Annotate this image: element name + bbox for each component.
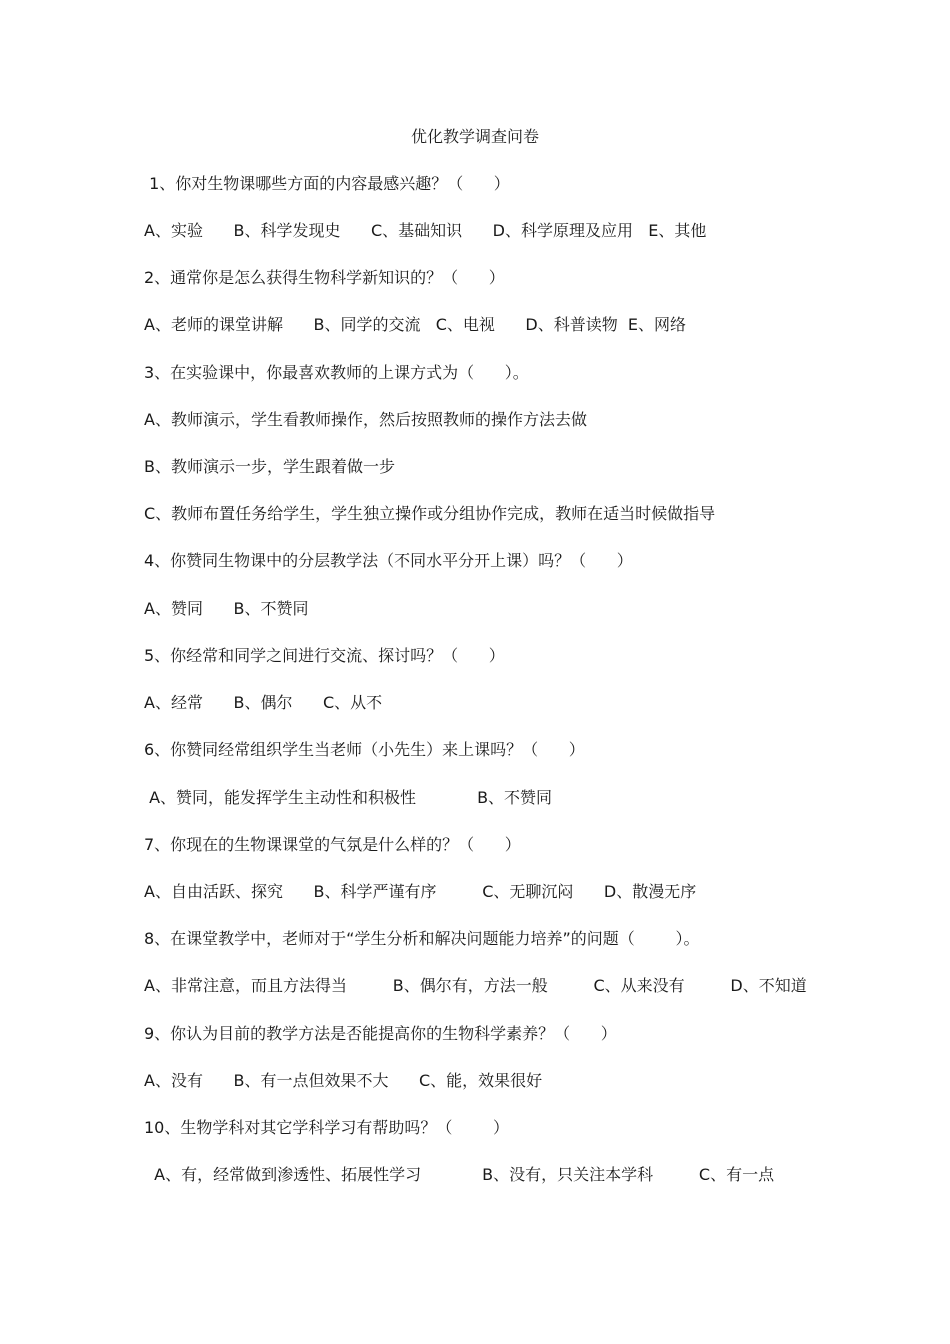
options-7: A、自由活跃、探究 B、科学严谨有序 C、无聊沉闷 D、散漫无序 <box>144 882 697 901</box>
question-3: 3、在实验课中，你最喜欢教师的上课方式为（ ）。 <box>144 363 529 382</box>
options-10: A、有，经常做到渗透性、拓展性学习 B、没有，只关注本学科 C、有一点 <box>144 1165 775 1184</box>
options-1: A、实验 B、科学发现史 C、基础知识 D、科学原理及应用 E、其他 <box>144 221 707 240</box>
option-3a: A、教师演示，学生看教师操作，然后按照教师的操作方法去做 <box>144 410 587 429</box>
survey-title: 优化教学调查问卷 <box>410 127 539 146</box>
option-3c: C、教师布置任务给学生，学生独立操作或分组协作完成，教师在适当时候做指导 <box>144 504 716 523</box>
options-4: A、赞同 B、不赞同 <box>144 599 309 618</box>
options-9: A、没有 B、有一点但效果不大 C、能，效果很好 <box>144 1071 543 1090</box>
options-6: A、赞同，能发挥学生主动性和积极性 B、不赞同 <box>144 788 553 807</box>
options-8: A、非常注意，而且方法得当 B、偶尔有，方法一般 C、从来没有 D、不知道 <box>144 976 807 995</box>
question-9: 9、你认为目前的教学方法是否能提高你的生物科学素养？（ ） <box>144 1024 617 1043</box>
question-4: 4、你赞同生物课中的分层教学法（不同水平分开上课）吗？（ ） <box>144 551 633 570</box>
question-6: 6、你赞同经常组织学生当老师（小先生）来上课吗？（ ） <box>144 740 585 759</box>
question-8: 8、在课堂教学中，老师对于“学生分析和解决问题能力培养”的问题（ ）。 <box>144 929 700 948</box>
question-5: 5、你经常和同学之间进行交流、探讨吗？（ ） <box>144 646 505 665</box>
question-1: 1、你对生物课哪些方面的内容最感兴趣？（ ） <box>144 174 510 193</box>
option-3b: B、教师演示一步，学生跟着做一步 <box>144 457 395 476</box>
question-2: 2、通常你是怎么获得生物科学新知识的？（ ） <box>144 268 505 287</box>
question-10: 10、生物学科对其它学科学习有帮助吗？（ ） <box>144 1118 510 1137</box>
question-7: 7、你现在的生物课课堂的气氛是什么样的？（ ） <box>144 835 521 854</box>
options-2: A、老师的课堂讲解 B、同学的交流 C、电视 D、科普读物 E、网络 <box>144 315 686 334</box>
options-5: A、经常 B、偶尔 C、从不 <box>144 693 383 712</box>
